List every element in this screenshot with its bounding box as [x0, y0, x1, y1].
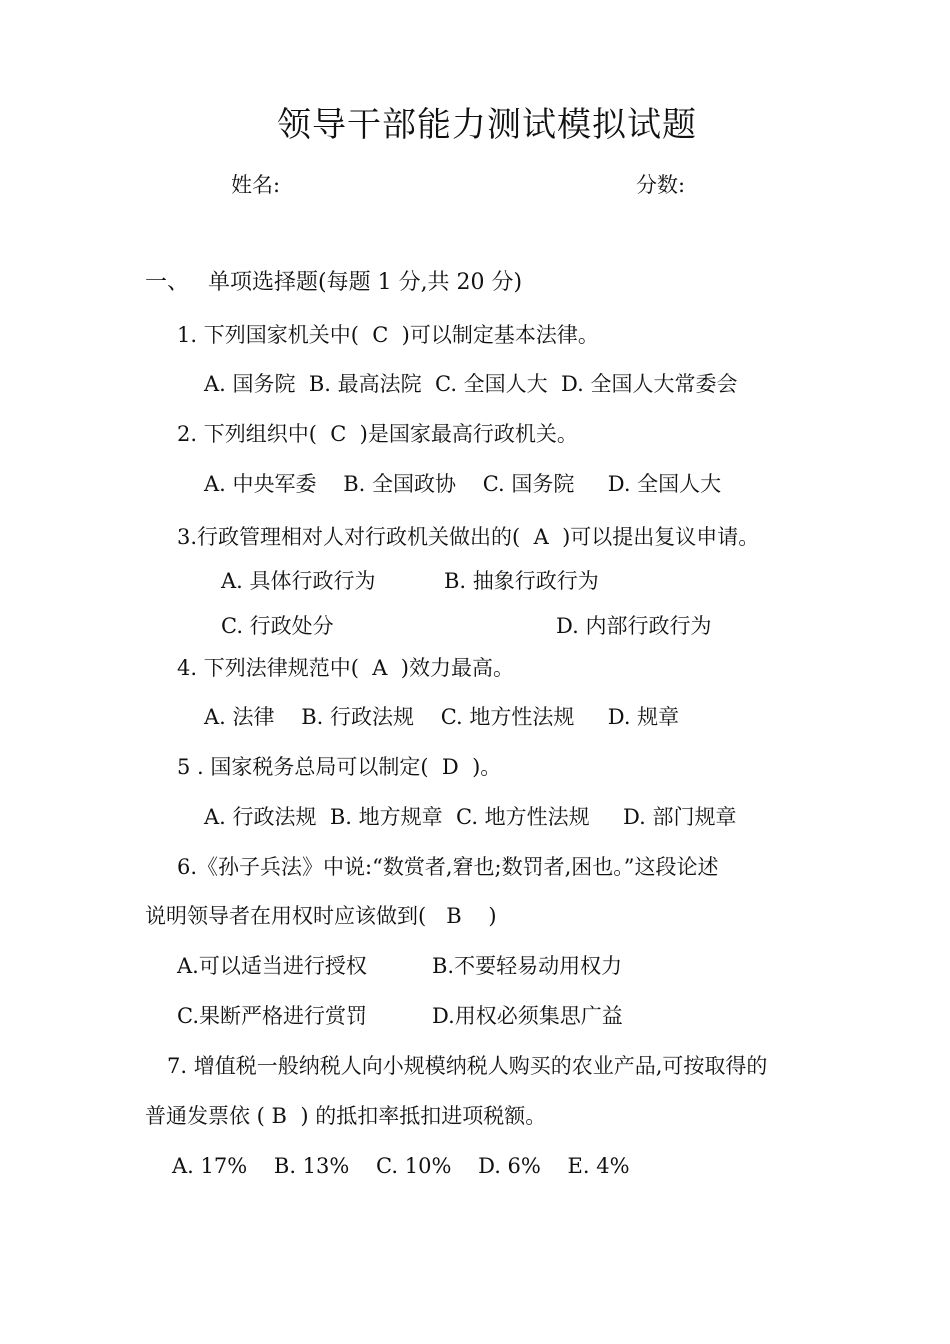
score-field-label: 分数:	[636, 173, 686, 197]
question-6-option-b: B.不要轻易动用权力	[432, 954, 623, 978]
question-3-stem: 3.行政管理相对人对行政机关做出的( A )可以提出复议申请。	[177, 525, 760, 549]
question-5-stem: 5 . 国家税务总局可以制定( D )。	[177, 755, 502, 779]
question-3-option-b: B. 抽象行政行为	[444, 569, 599, 593]
section-heading: 单项选择题(每题 1 分,共 20 分)	[208, 270, 523, 295]
question-6-option-d: D.用权必须集思广益	[432, 1004, 623, 1028]
question-3-option-d: D. 内部行政行为	[556, 614, 712, 638]
question-5-options: A. 行政法规 B. 地方规章 C. 地方性法规 D. 部门规章	[204, 805, 737, 829]
question-6-option-a: A.可以适当进行授权	[177, 954, 367, 978]
question-2-options: A. 中央军委 B. 全国政协 C. 国务院 D. 全国人大	[204, 472, 722, 496]
page-title: 领导干部能力测试模拟试题	[277, 105, 697, 145]
question-2-stem: 2. 下列组织中( C )是国家最高行政机关。	[177, 422, 578, 446]
question-7-stem-line-1: 7. 增值税一般纳税人向小规模纳税人购买的农业产品,可按取得的	[167, 1054, 768, 1078]
question-6-stem-line-2: 说明领导者在用权时应该做到( B )	[145, 904, 497, 928]
question-6-option-c: C.果断严格进行赏罚	[177, 1004, 367, 1028]
question-6-stem-line-1: 6.《孙子兵法》中说:“数赏者,窘也;数罚者,困也。”这段论述	[177, 855, 719, 879]
section-number: 一、	[145, 270, 190, 295]
question-1-options: A. 国务院 B. 最高法院 C. 全国人大 D. 全国人大常委会	[204, 372, 738, 396]
question-3-option-c: C. 行政处分	[221, 614, 334, 638]
question-4-options: A. 法律 B. 行政法规 C. 地方性法规 D. 规章	[204, 705, 680, 729]
question-3-option-a: A. 具体行政行为	[221, 569, 376, 593]
question-1-stem: 1. 下列国家机关中( C )可以制定基本法律。	[177, 323, 599, 347]
question-4-stem: 4. 下列法律规范中( A )效力最高。	[177, 656, 514, 680]
name-field-label: 姓名:	[231, 173, 281, 197]
question-7-options: A. 17% B. 13% C. 10% D. 6% E. 4%	[172, 1154, 630, 1178]
question-7-stem-line-2: 普通发票依 ( B ) 的抵扣率抵扣进项税额。	[145, 1104, 547, 1128]
